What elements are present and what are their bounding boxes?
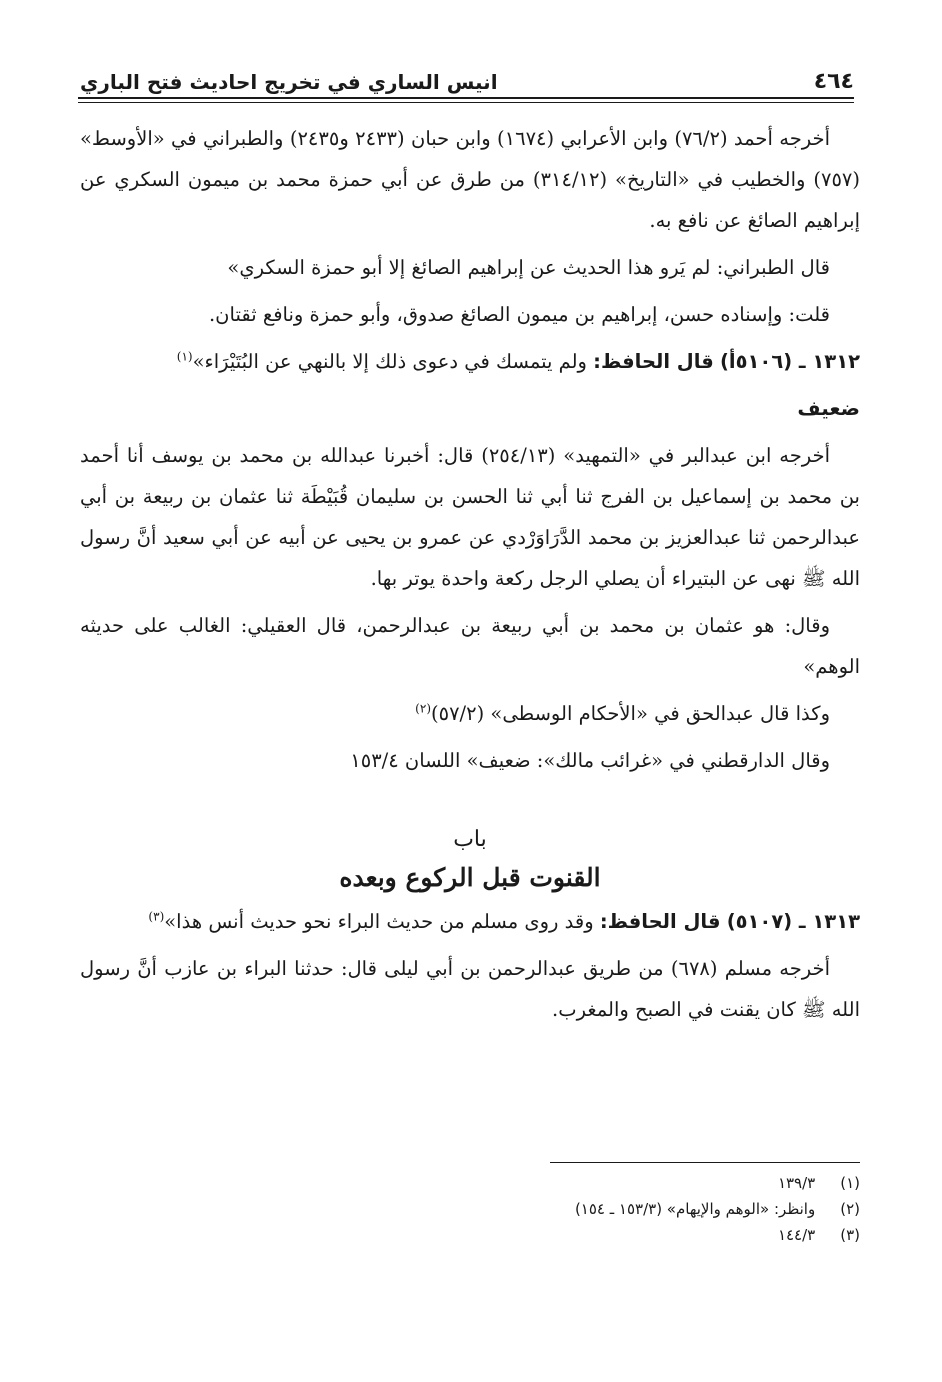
running-header bbox=[80, 58, 854, 94]
chapter-label: باب bbox=[453, 827, 487, 852]
paragraph-muslim: أخرجه مسلم (٦٧٨) من طريق عبدالرحمن بن أبي ليلى قال: حدثنا البراء بن عازب أنَّ رسول الله ﷺ كان يقنت في الصبح والمغرب. bbox=[80, 957, 860, 1021]
hadith-number: ١٣١٣ ـ (٥١٠٧) bbox=[726, 910, 860, 933]
paragraph-author-note: قلت: وإسناده حسن، إبراهيم بن ميمون الصائغ صدوق، وأبو حمزة ونافع ثقتان. bbox=[208, 303, 830, 326]
paragraph-tabarani-quote: قال الطبراني: لم يَرو هذا الحديث عن إبراهيم الصائغ إلا أبو حمزة السكري» bbox=[227, 256, 830, 279]
hadith-grade: ضعيف bbox=[797, 396, 860, 420]
hafiz-label: قال الحافظ: bbox=[599, 910, 721, 933]
paragraph-daraqutni: وقال الدارقطني في «غرائب مالك»: ضعيف» اللسان ١٥٣/٤ bbox=[350, 749, 830, 772]
footnote-text: وانظر: «الوهم والإيهام» (١٥٣/٣ ـ ١٥٤) bbox=[574, 1200, 816, 1218]
page-number: ٤٦٤ bbox=[813, 69, 854, 94]
footnote-ref: (٣) bbox=[148, 909, 165, 924]
footnote-text: ١٣٩/٣ bbox=[777, 1174, 816, 1192]
paragraph-takhrij-2: أخرجه ابن عبدالبر في «التمهيد» (٢٥٤/١٣) قال: أخبرنا عبدالله بن محمد بن يوسف أنا أحمد بن محمد بن إسماعيل بن الفرج ثنا أبي ثنا الحسن بن سليمان قُبَيْطَة ثنا عثمان بن ربيعة بن أبي عبدالرحمن ثنا عبدالعزيز بن محمد الدَّرَاوَرْدي عن عمرو بن يحيى عن أبيه عن أبي سعيد أنَّ رسول الله ﷺ نهى عن البتيراء أن يصلي الرجل ركعة واحدة يوتر بها. bbox=[80, 444, 860, 590]
footnote-ref: (٢) bbox=[415, 701, 431, 716]
hafiz-label: قال الحافظ: bbox=[593, 350, 714, 373]
chapter-title: القنوت قبل الركوع وبعده bbox=[339, 863, 601, 892]
chapter-heading bbox=[80, 821, 860, 897]
footnote-number: (٣) bbox=[840, 1226, 860, 1244]
header-rule-thin bbox=[78, 102, 854, 103]
main-text bbox=[80, 118, 860, 1036]
footnote-ref: (١) bbox=[176, 349, 193, 364]
footnote-number: (١) bbox=[840, 1174, 860, 1192]
hadith-text: ولم يتمسك في دعوى ذلك إلا بالنهي عن البُتَيْرَاء» bbox=[192, 350, 587, 373]
abdulhaq-text: وكذا قال عبدالحق في «الأحكام الوسطى» (٥٧/٢) bbox=[431, 702, 830, 725]
hadith-1312 bbox=[80, 341, 860, 382]
footnotes bbox=[80, 1170, 860, 1248]
hadith-text: وقد روى مسلم من حديث البراء نحو حديث أنس هذا» bbox=[164, 910, 594, 933]
footnote-1 bbox=[80, 1170, 860, 1196]
hadith-1313 bbox=[80, 901, 860, 942]
footnote-number: (٢) bbox=[840, 1200, 860, 1218]
paragraph-abdulhaq bbox=[80, 693, 860, 734]
footnote-2 bbox=[80, 1196, 860, 1222]
footnote-separator bbox=[550, 1162, 860, 1163]
hadith-number: ١٣١٢ ـ (٥١٠٦أ) bbox=[720, 350, 860, 373]
footnote-text: ١٤٤/٣ bbox=[777, 1226, 816, 1244]
footnote-3 bbox=[80, 1222, 860, 1248]
book-title: انيس الساري في تخريج احاديث فتح الباري bbox=[80, 70, 498, 94]
header-rule bbox=[78, 97, 854, 99]
paragraph-takhrij-1: أخرجه أحمد (٧٦/٢) وابن الأعرابي (١٦٧٤) وابن حبان (٢٤٣٣ و٢٤٣٥) والطبراني في «الأوسط» (٧٥٧) والخطيب في «التاريخ» (٣١٤/١٢) من طرق عن أبي حمزة محمد بن ميمون السكري عن إبراهيم الصائغ عن نافع به. bbox=[80, 127, 860, 232]
paragraph-uqaili: وقال: هو عثمان بن محمد بن أبي ربيعة بن عبدالرحمن، قال العقيلي: الغالب على حديثه الوهم» bbox=[80, 614, 860, 678]
